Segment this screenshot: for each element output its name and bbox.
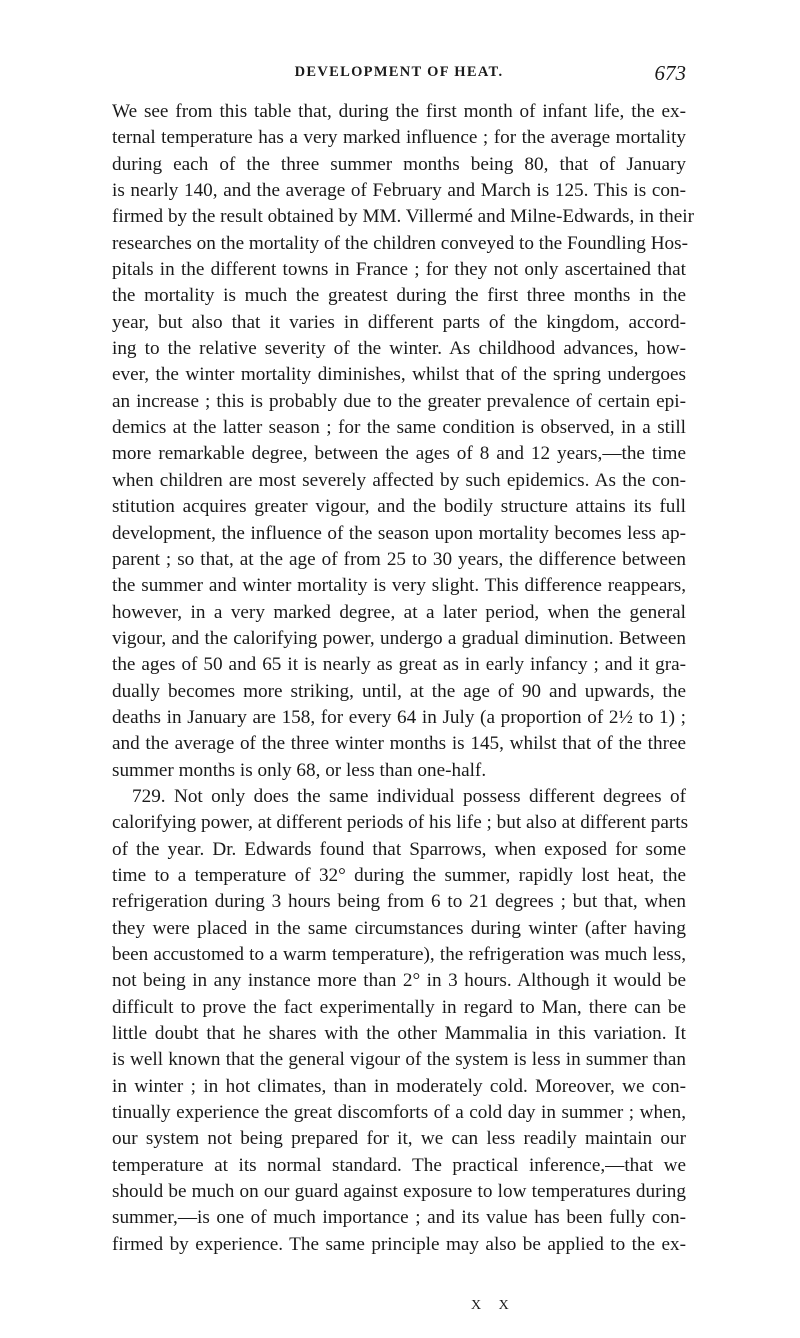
text-line: of the year. Dr. Edwards found that Sparrows, when exposed for some xyxy=(112,838,686,860)
text-line: little doubt that he shares with the other Mammalia in this variation. It xyxy=(112,1023,686,1045)
text-line: ing to the relative severity of the winter. As childhood advances, how- xyxy=(112,338,686,360)
text-line: temperature at its normal standard. The practical inference,—that we xyxy=(112,1154,686,1176)
running-head xyxy=(112,61,686,86)
text-line: during each of the three summer months being 80, that of January xyxy=(112,153,686,175)
page-number: 673 xyxy=(654,61,686,85)
text-line: demics at the latter season ; for the same condition is observed, in a still xyxy=(112,417,686,439)
text-line: difficult to prove the fact experimentally in regard to Man, there can be xyxy=(112,996,686,1018)
text-line: deaths in January are 158, for every 64 in July (a proportion of 2½ to 1) ; xyxy=(112,706,686,728)
text-line: an increase ; this is probably due to the greater prevalence of certain epi- xyxy=(112,390,686,412)
text-line: stitution acquires greater vigour, and the bodily structure attains its full xyxy=(112,496,686,518)
text-line: the ages of 50 and 65 it is nearly as great as in early infancy ; and it gra- xyxy=(112,654,686,676)
text-line: should be much on our guard against exposure to low temperatures during xyxy=(112,1181,686,1203)
text-line: year, but also that it varies in different parts of the kingdom, accord- xyxy=(112,311,686,333)
text-line: firmed by the result obtained by MM. Villermé and Milne-Edwards, in their xyxy=(112,206,694,228)
text-line: calorifying power, at different periods of his life ; but also at different parts xyxy=(112,812,689,834)
text-line: is nearly 140, and the average of February and March is 125. This is con- xyxy=(112,180,686,202)
running-title: DEVELOPMENT OF HEAT. xyxy=(294,64,504,80)
text-line: researches on the mortality of the children conveyed to the Foundling Hos- xyxy=(112,232,688,254)
body-text xyxy=(112,99,694,1258)
text-line: the summer and winter mortality is very slight. This difference reappears, xyxy=(112,575,686,597)
text-line: summer,—is one of much importance ; and its value has been fully con- xyxy=(112,1207,686,1229)
text-line: dually becomes more striking, until, at the age of 90 and upwards, the xyxy=(112,680,686,702)
text-line: firmed by experience. The same principle may also be applied to the ex- xyxy=(112,1233,686,1255)
text-line: in winter ; in hot climates, than in moderately cold. Moreover, we con- xyxy=(112,1075,686,1097)
text-line: development, the influence of the season upon mortality becomes less ap- xyxy=(112,522,686,544)
text-line: not being in any instance more than 2° in 3 hours. Although it would be xyxy=(112,970,686,992)
text-line: and the average of the three winter months is 145, whilst that of the three xyxy=(112,733,686,755)
text-line: the mortality is much the greatest during the first three months in the xyxy=(112,285,686,307)
text-line: ternal temperature has a very marked influence ; for the average mortality xyxy=(112,127,686,149)
text-line: refrigeration during 3 hours being from 6 to 21 degrees ; but that, when xyxy=(112,891,686,913)
text-line: they were placed in the same circumstances during winter (after having xyxy=(112,917,686,939)
signature-mark: X X xyxy=(471,1298,516,1313)
text-line: vigour, and the calorifying power, undergo a gradual diminution. Between xyxy=(112,627,686,649)
text-line: been accustomed to a warm temperature), the refrigeration was much less, xyxy=(112,944,686,965)
text-line: tinually experience the great discomforts of a cold day in summer ; when, xyxy=(112,1102,686,1124)
text-line: more remarkable degree, between the ages of 8 and 12 years,—the time xyxy=(112,443,686,465)
section-729-start-line: 729. Not only does the same individual possess different degrees of xyxy=(132,785,686,807)
text-line: time to a temperature of 32° during the summer, rapidly lost heat, the xyxy=(112,864,686,886)
text-line: We see from this table that, during the first month of infant life, the ex- xyxy=(112,101,686,122)
text-line: is well known that the general vigour of the system is less in summer than xyxy=(112,1049,686,1071)
text-line: when children are most severely affected by such epidemics. As the con- xyxy=(112,469,686,491)
text-line: our system not being prepared for it, we can less readily maintain our xyxy=(112,1128,686,1150)
text-line: ever, the winter mortality diminishes, whilst that of the spring undergoes xyxy=(112,364,686,386)
text-line: pitals in the different towns in France ; for they not only ascertained that xyxy=(112,259,686,281)
paragraph-end-line: summer months is only 68, or less than one-half. xyxy=(112,759,487,781)
text-line: however, in a very marked degree, at a later period, when the general xyxy=(112,601,686,623)
text-line: parent ; so that, at the age of from 25 to 30 years, the difference between xyxy=(112,548,686,570)
